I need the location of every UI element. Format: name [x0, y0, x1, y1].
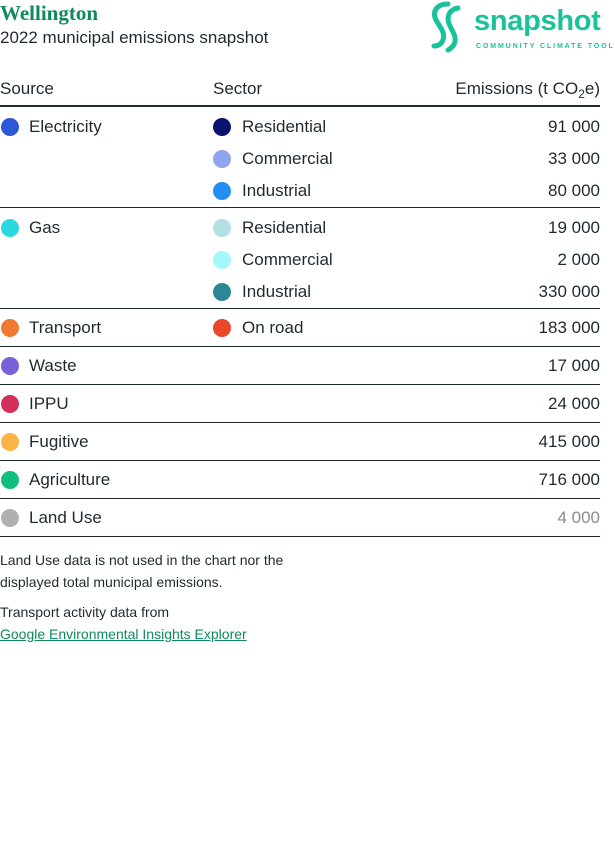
sector-label: Industrial: [242, 181, 311, 200]
logo-wordmark: snapshot: [474, 5, 601, 37]
footnotes: [0, 549, 283, 653]
residential-color-dot: [213, 219, 231, 237]
table-row: [0, 244, 600, 276]
emissions-value: 330 000: [423, 276, 600, 309]
column-header-emissions: Emissions (t $CO_2e$): [423, 72, 600, 106]
emissions-value: 17 000: [423, 347, 600, 385]
commercial-color-dot: [213, 251, 231, 269]
emissions-value: 716 000: [423, 461, 600, 499]
sector-label: On road: [242, 317, 304, 337]
electricity-color-dot: [1, 118, 19, 136]
table-header-row: [0, 72, 600, 106]
ippu-color-dot: [1, 395, 19, 413]
emissions-value: 80 000: [423, 175, 600, 208]
land-use-color-dot: [1, 509, 19, 527]
sector-label: Residential: [242, 218, 327, 237]
table-row: [0, 106, 600, 143]
logo-tagline: COMMUNITY CLIMATE TOOL: [476, 43, 615, 50]
header: [0, 0, 615, 60]
table-row: [0, 385, 600, 423]
source-label: Gas: [29, 218, 61, 237]
sector-label: Residential: [242, 117, 327, 136]
table-row: [0, 208, 600, 245]
transport-note: Transport activity data from Google Environmental Insights Explorer: [0, 604, 247, 642]
table-row: [0, 347, 600, 385]
transport-color-dot: [1, 319, 19, 337]
industrial-color-dot: [213, 182, 231, 200]
snapshot-logo-icon: [428, 0, 470, 54]
emissions-value: 91 000: [548, 117, 600, 136]
table-row: [0, 276, 600, 309]
emissions-value: 4 000: [423, 499, 600, 537]
emissions-value: 33 000: [548, 149, 600, 168]
sector-label: Industrial: [242, 282, 311, 301]
waste-color-dot: [1, 357, 19, 375]
emissions-value: 415 000: [423, 423, 600, 461]
google-eie-link[interactable]: Google Environmental Insights Explorer: [0, 626, 247, 642]
commercial-color-dot: [213, 150, 231, 168]
emissions-table: [0, 72, 600, 537]
table-row: [0, 461, 600, 499]
emissions-value: 2 000: [557, 250, 600, 269]
source-label: IPPU: [29, 393, 69, 413]
table-row: [0, 143, 600, 175]
column-header-sector: Sector: [213, 72, 423, 106]
industrial-color-dot: [213, 283, 231, 301]
place-name: Wellington: [0, 1, 99, 25]
table-row: [0, 175, 600, 208]
fugitive-color-dot: [1, 433, 19, 451]
sector-label: Commercial: [242, 250, 333, 269]
source-label: Agriculture: [29, 469, 111, 489]
gas-color-dot: [1, 219, 19, 237]
table-row: [0, 309, 600, 347]
land-use-note: Land Use data is not used in the chart nor the displayed total municipal emissions.: [0, 552, 284, 590]
table-row: [0, 423, 600, 461]
residential-color-dot: [213, 118, 231, 136]
emissions-value: 24 000: [423, 385, 600, 423]
column-header-source: Source: [0, 72, 213, 106]
emissions-value: 19 000: [548, 218, 600, 237]
source-label: Waste: [29, 355, 77, 375]
source-label: Fugitive: [29, 431, 89, 451]
page-subtitle: 2022 municipal emissions snapshot: [0, 28, 269, 47]
source-label: Land Use: [29, 507, 102, 527]
table-row: [0, 499, 600, 537]
agriculture-color-dot: [1, 471, 19, 489]
on-road-color-dot: [213, 319, 231, 337]
snapshot-logo[interactable]: [428, 0, 615, 54]
sector-label: Commercial: [242, 149, 333, 168]
emissions-value: 183 000: [423, 309, 600, 347]
source-label: Transport: [29, 317, 102, 337]
source-label: Electricity: [29, 117, 102, 136]
